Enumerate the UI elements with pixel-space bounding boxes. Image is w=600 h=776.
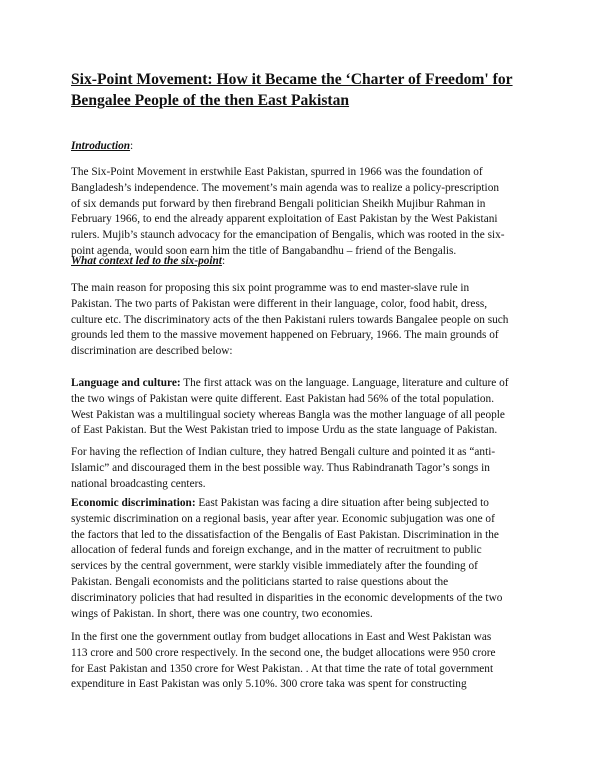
introduction-heading: Introduction:: [71, 140, 134, 152]
paragraph-line: the two wings of Pakistan were quite different. East Pakistan had 56% of the total population.: [71, 392, 495, 405]
introduction-paragraph: [71, 165, 531, 260]
paragraph-line: discriminatory policies that had resulted in disparities in the economic developments of the two: [71, 591, 503, 604]
paragraph-line: West Pakistan was a multilingual society whereas Bangla was the mother language of all people: [71, 408, 505, 421]
title-line-2: Bengalee People of the then East Pakistan: [71, 92, 350, 109]
paragraph-line: rulers. Mujib’s staunch advocacy for the emancipation of Bengalis, which was rooted in the six-: [71, 229, 505, 242]
language-culture-paragraph: [71, 376, 531, 439]
paragraph-line: Islamic” and discouraged them in the best possible way. Thus Rabindranath Tagor’s songs in: [71, 461, 490, 474]
language-culture-lead: Language and culture:: [71, 377, 181, 389]
budget-paragraph: [71, 630, 531, 693]
indian-culture-paragraph: [71, 445, 531, 492]
paragraph-line: Language and culture: The first attack was on the language. Language, literature and culture of: [71, 377, 509, 389]
paragraph-line: 113 crore and 500 crore respectively. In the second one, the budget allocations were 950 crore: [71, 646, 496, 659]
title-line-1: Six-Point Movement: How it Became the ‘Charter of Freedom' for: [71, 71, 513, 88]
paragraph-line: allocation of federal funds and foreign exchange, and in the matter of recruitment to public: [71, 544, 482, 557]
paragraph-line: culture etc. The discriminatory acts of the then Pakistani rulers towards Bangalee people on such: [71, 313, 509, 326]
paragraph-line: of East Pakistan. But the West Pakistan tried to impose Urdu as the state language of Pakistan.: [71, 424, 498, 437]
paragraph-line: wings of Pakistan. In short, there was one country, two economies.: [71, 607, 373, 620]
paragraph-line: For having the reflection of Indian culture, they hatred Bengali culture and pointed it as “anti-: [71, 446, 496, 458]
paragraph-line: February 1966, to end the already apparent exploitation of East Pakistan by the West Pakistani: [71, 213, 498, 226]
paragraph-line: grounds led them to the massive movement happened on February, 1966. The main grounds of: [71, 329, 499, 342]
paragraph-line: systemic discrimination on a regional basis, year after year. Economic subjugation was one of: [71, 512, 495, 525]
economic-discrimination-lead: Economic discrimination:: [71, 497, 196, 509]
paragraph-line: Pakistan. The two parts of Pakistan were different in their language, color, food habit, dress,: [71, 297, 488, 310]
paragraph-line: of six demands put forward by then firebrand Bengali politician Sheikh Mujibur Rahman in: [71, 197, 486, 210]
paragraph-line: Bangladesh’s independence. The movement’s main agenda was to realize a policy-prescription: [71, 181, 499, 194]
paragraph-line: the factors that led to the dissatisfaction of the Bengalis of East Pakistan. Discrimination in the: [71, 528, 499, 541]
context-paragraph: [71, 281, 531, 360]
paragraph-line: The Six-Point Movement in erstwhile East Pakistan, spurred in 1966 was the foundation of: [71, 166, 483, 178]
document-title: [71, 69, 541, 111]
paragraph-line: The main reason for proposing this six point programme was to end master-slave rule in: [71, 282, 470, 294]
paragraph-line: expenditure in East Pakistan was only 5.10%. 300 crore taka was spent for constructing: [71, 678, 467, 691]
economic-discrimination-paragraph: [71, 496, 531, 622]
paragraph-line: services by the central government, were starkly visible immediately after the founding of: [71, 560, 478, 573]
paragraph-line: discrimination are described below:: [71, 345, 233, 358]
paragraph-line: for East Pakistan and 1350 crore for West Pakistan. . At that time the rate of total government: [71, 662, 494, 675]
paragraph-line: In the first one the government outlay from budget allocations in East and West Pakistan was: [71, 631, 492, 643]
context-heading: What context led to the six-point:: [71, 255, 226, 267]
paragraph-line: point agenda, would soon earn him the title of Bangabandhu – friend of the Bengalis.: [71, 244, 457, 257]
paragraph-line: Pakistan. Bengali economists and the politicians started to raise questions about the: [71, 575, 449, 588]
paragraph-line: Economic discrimination: East Pakistan was facing a dire situation after being subjected to: [71, 497, 489, 509]
paragraph-line: national broadcasting centers.: [71, 477, 206, 490]
